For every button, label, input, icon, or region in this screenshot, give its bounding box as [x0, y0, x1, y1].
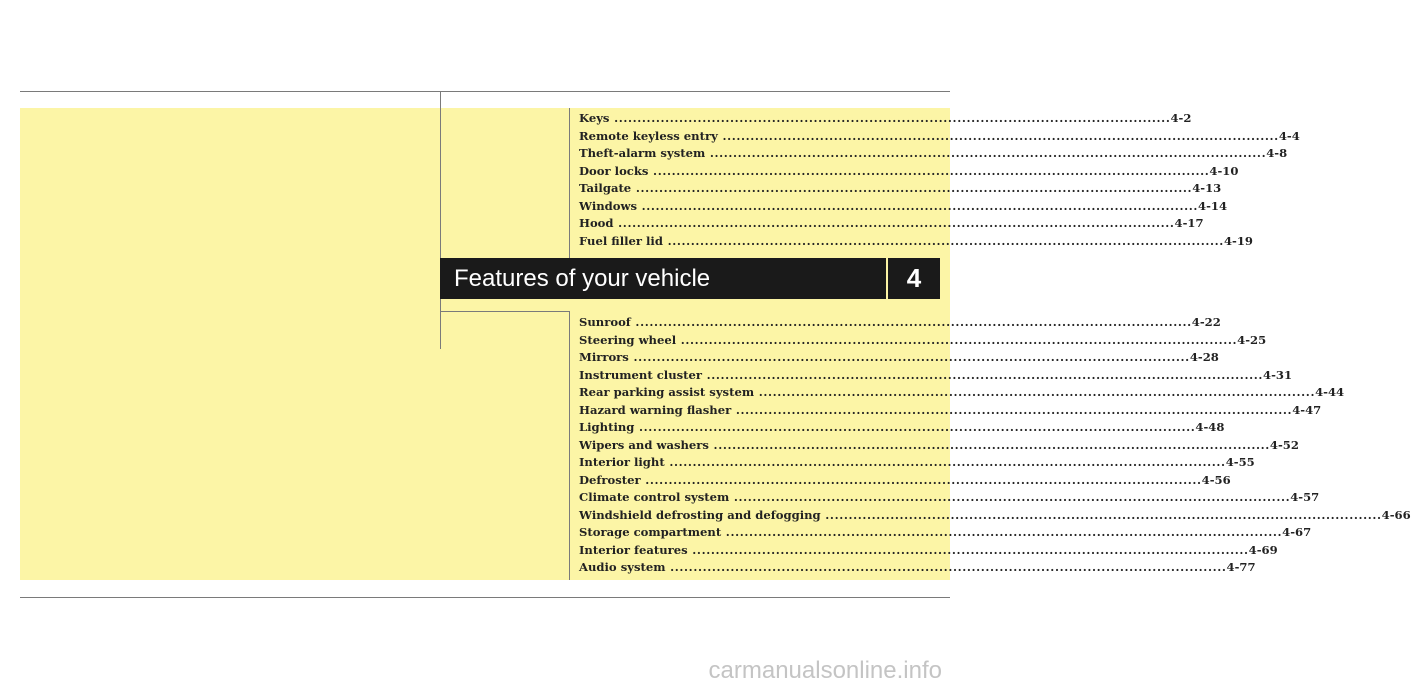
- bottom-rule: [20, 597, 950, 598]
- toc-entry-page: 4-10: [1209, 163, 1239, 178]
- toc-entry-page: 4-22: [1191, 315, 1221, 329]
- toc-entry-page: 4-77: [1226, 560, 1256, 574]
- toc-entry-title: Windshield defrosting and defogging: [579, 507, 821, 522]
- toc-entry-page: 4-69: [1248, 542, 1278, 557]
- toc-entry[interactable]: [579, 384, 1345, 402]
- toc-entry[interactable]: [579, 489, 1320, 507]
- toc-entry-title: Rear parking assist system: [579, 385, 755, 399]
- toc-entry-title: Climate control system: [579, 490, 730, 504]
- toc-entry[interactable]: [579, 454, 1255, 472]
- toc-entry-title: Fuel filler lid: [579, 233, 663, 248]
- toc-entry[interactable]: [579, 332, 1267, 350]
- toc-entry-title: Lighting: [579, 420, 635, 434]
- toc-leader-dots: ........................................................................................................................: [705, 146, 1267, 160]
- toc-leader-dots: ........................................................................................................................: [708, 437, 1270, 452]
- chapter-number-tab: 4: [888, 258, 940, 299]
- toc-entry-page: 4-2: [1170, 111, 1192, 125]
- toc-entry-page: 4-66: [1381, 507, 1411, 522]
- toc-leader-dots: ........................................................................................................................: [634, 420, 1196, 434]
- toc-leader-dots: ........................................................................................................................: [613, 216, 1175, 230]
- toc-leader-dots: ........................................................................................................................: [648, 163, 1210, 178]
- toc-leader-dots: ........................................................................................................................: [628, 350, 1190, 364]
- toc-leader-dots: ........................................................................................................................: [820, 507, 1382, 522]
- toc-entry[interactable]: [579, 233, 1253, 251]
- toc-entry-page: 4-56: [1201, 472, 1231, 487]
- toc-entry-page: 4-48: [1195, 420, 1225, 434]
- toc-entry-title: Hazard warning flasher: [579, 402, 732, 417]
- column-divider-toc-top: [569, 108, 570, 258]
- toc-entry[interactable]: [579, 472, 1231, 490]
- top-rule: [20, 91, 950, 92]
- toc-entry[interactable]: [579, 163, 1239, 181]
- toc-entry-page: 4-55: [1225, 455, 1255, 469]
- toc-leader-dots: ........................................................................................................................: [630, 315, 1192, 329]
- toc-entry[interactable]: [579, 367, 1293, 385]
- toc-leader-dots: ........................................................................................................................: [702, 367, 1263, 382]
- toc-bottom-list: [579, 314, 1411, 577]
- toc-leader-dots: ........................................................................................................................: [731, 402, 1293, 417]
- toc-leader-dots: ........................................................................................................................: [687, 542, 1249, 557]
- toc-entry-title: Wipers and washers: [579, 437, 709, 452]
- left-panel: [20, 108, 440, 580]
- banner-underline: [440, 311, 569, 312]
- toc-entry-title: Tailgate: [579, 181, 632, 195]
- toc-entry-title: Mirrors: [579, 350, 629, 364]
- toc-entry[interactable]: [579, 507, 1411, 525]
- toc-entry-page: 4-19: [1223, 233, 1253, 248]
- toc-leader-dots: ........................................................................................................................: [729, 490, 1291, 504]
- toc-entry-title: Remote keyless entry: [579, 128, 718, 143]
- toc-entry-title: Steering wheel: [579, 332, 677, 347]
- toc-entry[interactable]: [579, 314, 1221, 332]
- toc-entry-title: Defroster: [579, 472, 641, 487]
- toc-entry-title: Keys: [579, 111, 610, 125]
- toc-entry-page: 4-52: [1269, 437, 1299, 452]
- toc-top-list: [579, 110, 1300, 250]
- toc-entry[interactable]: [579, 542, 1278, 560]
- toc-entry-page: 4-25: [1237, 332, 1267, 347]
- toc-entry[interactable]: [579, 180, 1222, 198]
- toc-leader-dots: ........................................................................................................................: [754, 385, 1316, 399]
- toc-entry-page: 4-13: [1192, 181, 1222, 195]
- toc-entry[interactable]: [579, 128, 1300, 146]
- chapter-title-banner: Features of your vehicle: [440, 258, 886, 299]
- toc-entry[interactable]: [579, 349, 1219, 367]
- toc-entry-title: Audio system: [579, 560, 666, 574]
- toc-entry-title: Instrument cluster: [579, 367, 702, 382]
- toc-entry-title: Hood: [579, 216, 614, 230]
- toc-entry-page: 4-17: [1174, 216, 1204, 230]
- column-divider-toc-bottom: [569, 311, 570, 580]
- toc-entry-page: 4-67: [1282, 525, 1312, 539]
- toc-entry-title: Sunroof: [579, 315, 631, 329]
- toc-entry[interactable]: [579, 215, 1204, 233]
- toc-leader-dots: ........................................................................................................................: [665, 560, 1227, 574]
- watermark: carmanualsonline.info: [708, 657, 942, 684]
- toc-leader-dots: ........................................................................................................................: [717, 128, 1279, 143]
- toc-leader-dots: ........................................................................................................................: [721, 525, 1283, 539]
- toc-entry-page: 4-8: [1266, 146, 1288, 160]
- toc-entry-page: 4-44: [1315, 385, 1345, 399]
- toc-entry-title: Door locks: [579, 163, 649, 178]
- toc-leader-dots: ........................................................................................................................: [640, 472, 1202, 487]
- toc-entry[interactable]: [579, 524, 1312, 542]
- toc-entry-page: 4-31: [1263, 367, 1293, 382]
- toc-leader-dots: ........................................................................................................................: [609, 111, 1171, 125]
- toc-entry-page: 4-4: [1278, 128, 1300, 143]
- toc-entry-page: 4-28: [1189, 350, 1219, 364]
- toc-leader-dots: ........................................................................................................................: [676, 332, 1238, 347]
- toc-entry-page: 4-57: [1290, 490, 1320, 504]
- toc-entry-title: Theft-alarm system: [579, 146, 706, 160]
- toc-entry[interactable]: [579, 402, 1322, 420]
- toc-entry-title: Windows: [579, 198, 637, 213]
- toc-entry[interactable]: [579, 110, 1192, 128]
- toc-leader-dots: ........................................................................................................................: [631, 181, 1193, 195]
- toc-entry-page: 4-47: [1292, 402, 1322, 417]
- toc-entry-title: Interior features: [579, 542, 688, 557]
- toc-entry-page: 4-14: [1198, 198, 1228, 213]
- toc-entry[interactable]: [579, 145, 1288, 163]
- toc-entry[interactable]: [579, 437, 1299, 455]
- toc-entry[interactable]: [579, 559, 1256, 577]
- toc-leader-dots: ........................................................................................................................: [637, 198, 1198, 213]
- toc-entry[interactable]: [579, 198, 1228, 216]
- toc-entry-title: Interior light: [579, 455, 665, 469]
- toc-entry-title: Storage compartment: [579, 525, 722, 539]
- toc-leader-dots: ........................................................................................................................: [662, 233, 1224, 248]
- toc-leader-dots: ........................................................................................................................: [664, 455, 1226, 469]
- toc-entry[interactable]: [579, 419, 1225, 437]
